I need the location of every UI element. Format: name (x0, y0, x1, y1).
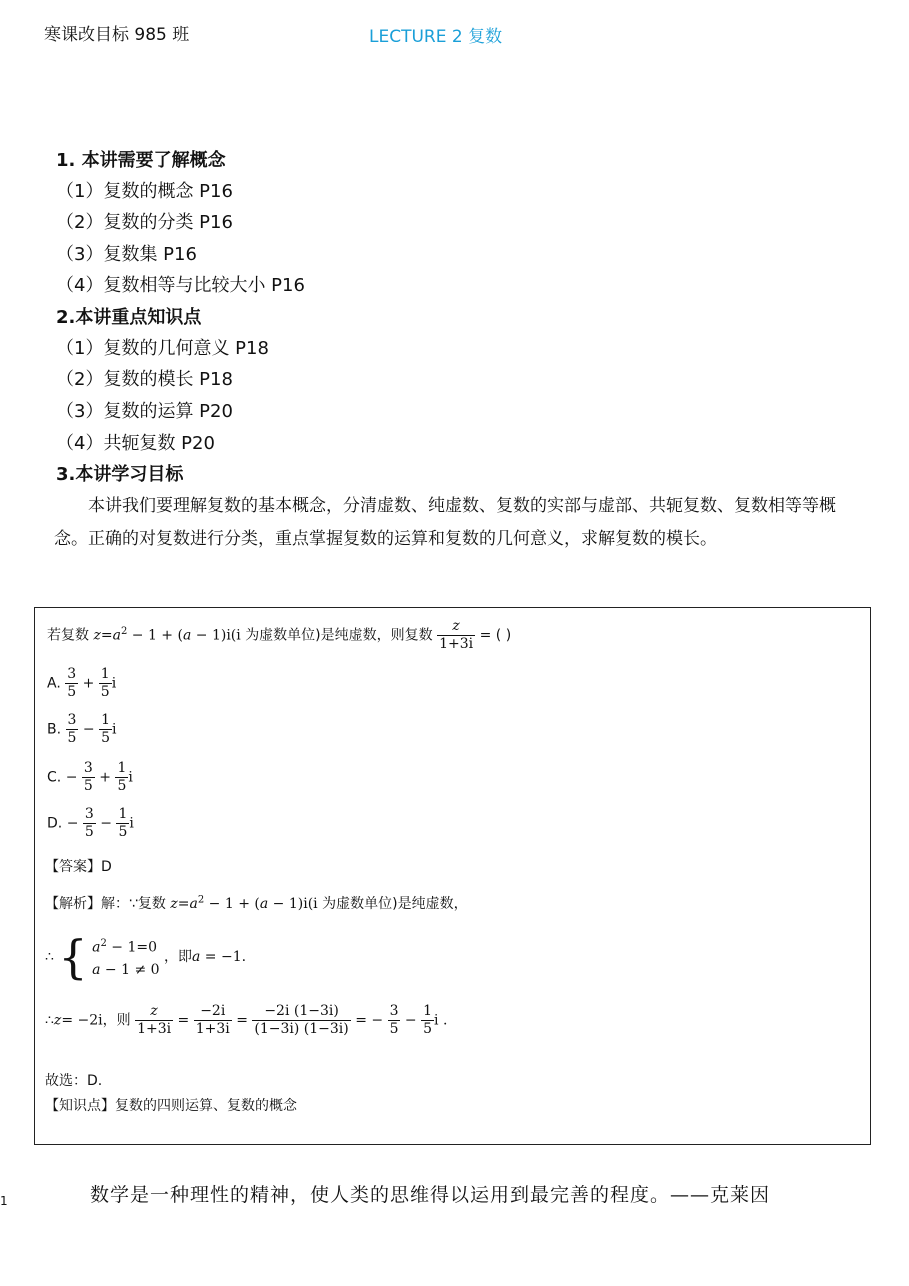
option-c: C. − $\frac{3}{5}$ + $\frac{1}{5}$ i (47, 760, 133, 794)
objective-paragraph: 本讲我们要理解复数的基本概念，分清虚数、纯虚数、复数的实部与虚部、共轭复数、复数相等等概念。正确的对复数进行分类，重点掌握复数的运算和复数的几何意义，求解复数的模长。 (54, 496, 836, 549)
concept-item: （1）复数的概念 P16 (56, 181, 233, 202)
question-box (34, 607, 871, 1145)
key-point-item: （1）复数的几何意义 P18 (56, 338, 269, 359)
analysis-line: 【解析】解：∵复数 $z=a^2 - 1 + (a - 1)i(i$ 为虚数单位)是纯虚数， (45, 894, 468, 912)
system-of-conditions: ∴ { $a^2 - 1=0$ a − 1 ≠ 0 ，即a = −1. (45, 930, 247, 984)
concept-item: （4）复数相等与比较大小 P16 (56, 275, 305, 296)
option-b: B. $\frac{3}{5}$ − $\frac{1}{5}$ i (47, 712, 117, 746)
key-point-item: （3）复数的运算 P20 (56, 401, 233, 422)
section-title-concepts: 1. 本讲需要了解概念 (56, 150, 226, 171)
option-a: A. $\frac{3}{5}$ + $\frac{1}{5}$ i (47, 666, 117, 700)
concept-item: （2）复数的分类 P16 (56, 212, 233, 233)
key-point-item: （2）复数的模长 P18 (56, 369, 233, 390)
knowledge-point-line: 【知识点】复数的四则运算、复数的概念 (45, 1098, 297, 1114)
section-title-objectives: 3.本讲学习目标 (56, 464, 184, 485)
conclusion-line: 故选：D. (45, 1073, 103, 1089)
computation-line: ∴z= −2i，则 $\frac{z}{1+3i}$ = $\frac{-2i}{1+3i}$ = $\frac{-2i (1-3i)}{(1-3i) (1-3i)}$ = − $\frac{3}{5}$ − $\frac{1}{5}$ i . (45, 1003, 448, 1037)
header-lecture-title: LECTURE 2 复数 (369, 27, 503, 47)
section-title-key-points: 2.本讲重点知识点 (56, 307, 202, 328)
footer-quote: 数学是一种理性的精神，使人类的思维得以运用到最完善的程度。——克莱因 (90, 1184, 771, 1206)
answer-line: 【答案】D (45, 859, 112, 875)
option-d: D. − $\frac{3}{5}$ − $\frac{1}{5}$ i (47, 806, 134, 840)
header-left-text: 寒课改目标 985 班 (44, 25, 190, 45)
key-point-item: （4）共轭复数 P20 (56, 433, 215, 454)
concept-item: （3）复数集 P16 (56, 244, 197, 265)
page-number: 1 (0, 1194, 8, 1208)
question-stem: 若复数 $z=a^2 - 1 + (a - 1)i(i$ 为虚数单位)是纯虚数，则复数 $\frac{z}{1+3i}$ = ( ) (47, 618, 512, 652)
